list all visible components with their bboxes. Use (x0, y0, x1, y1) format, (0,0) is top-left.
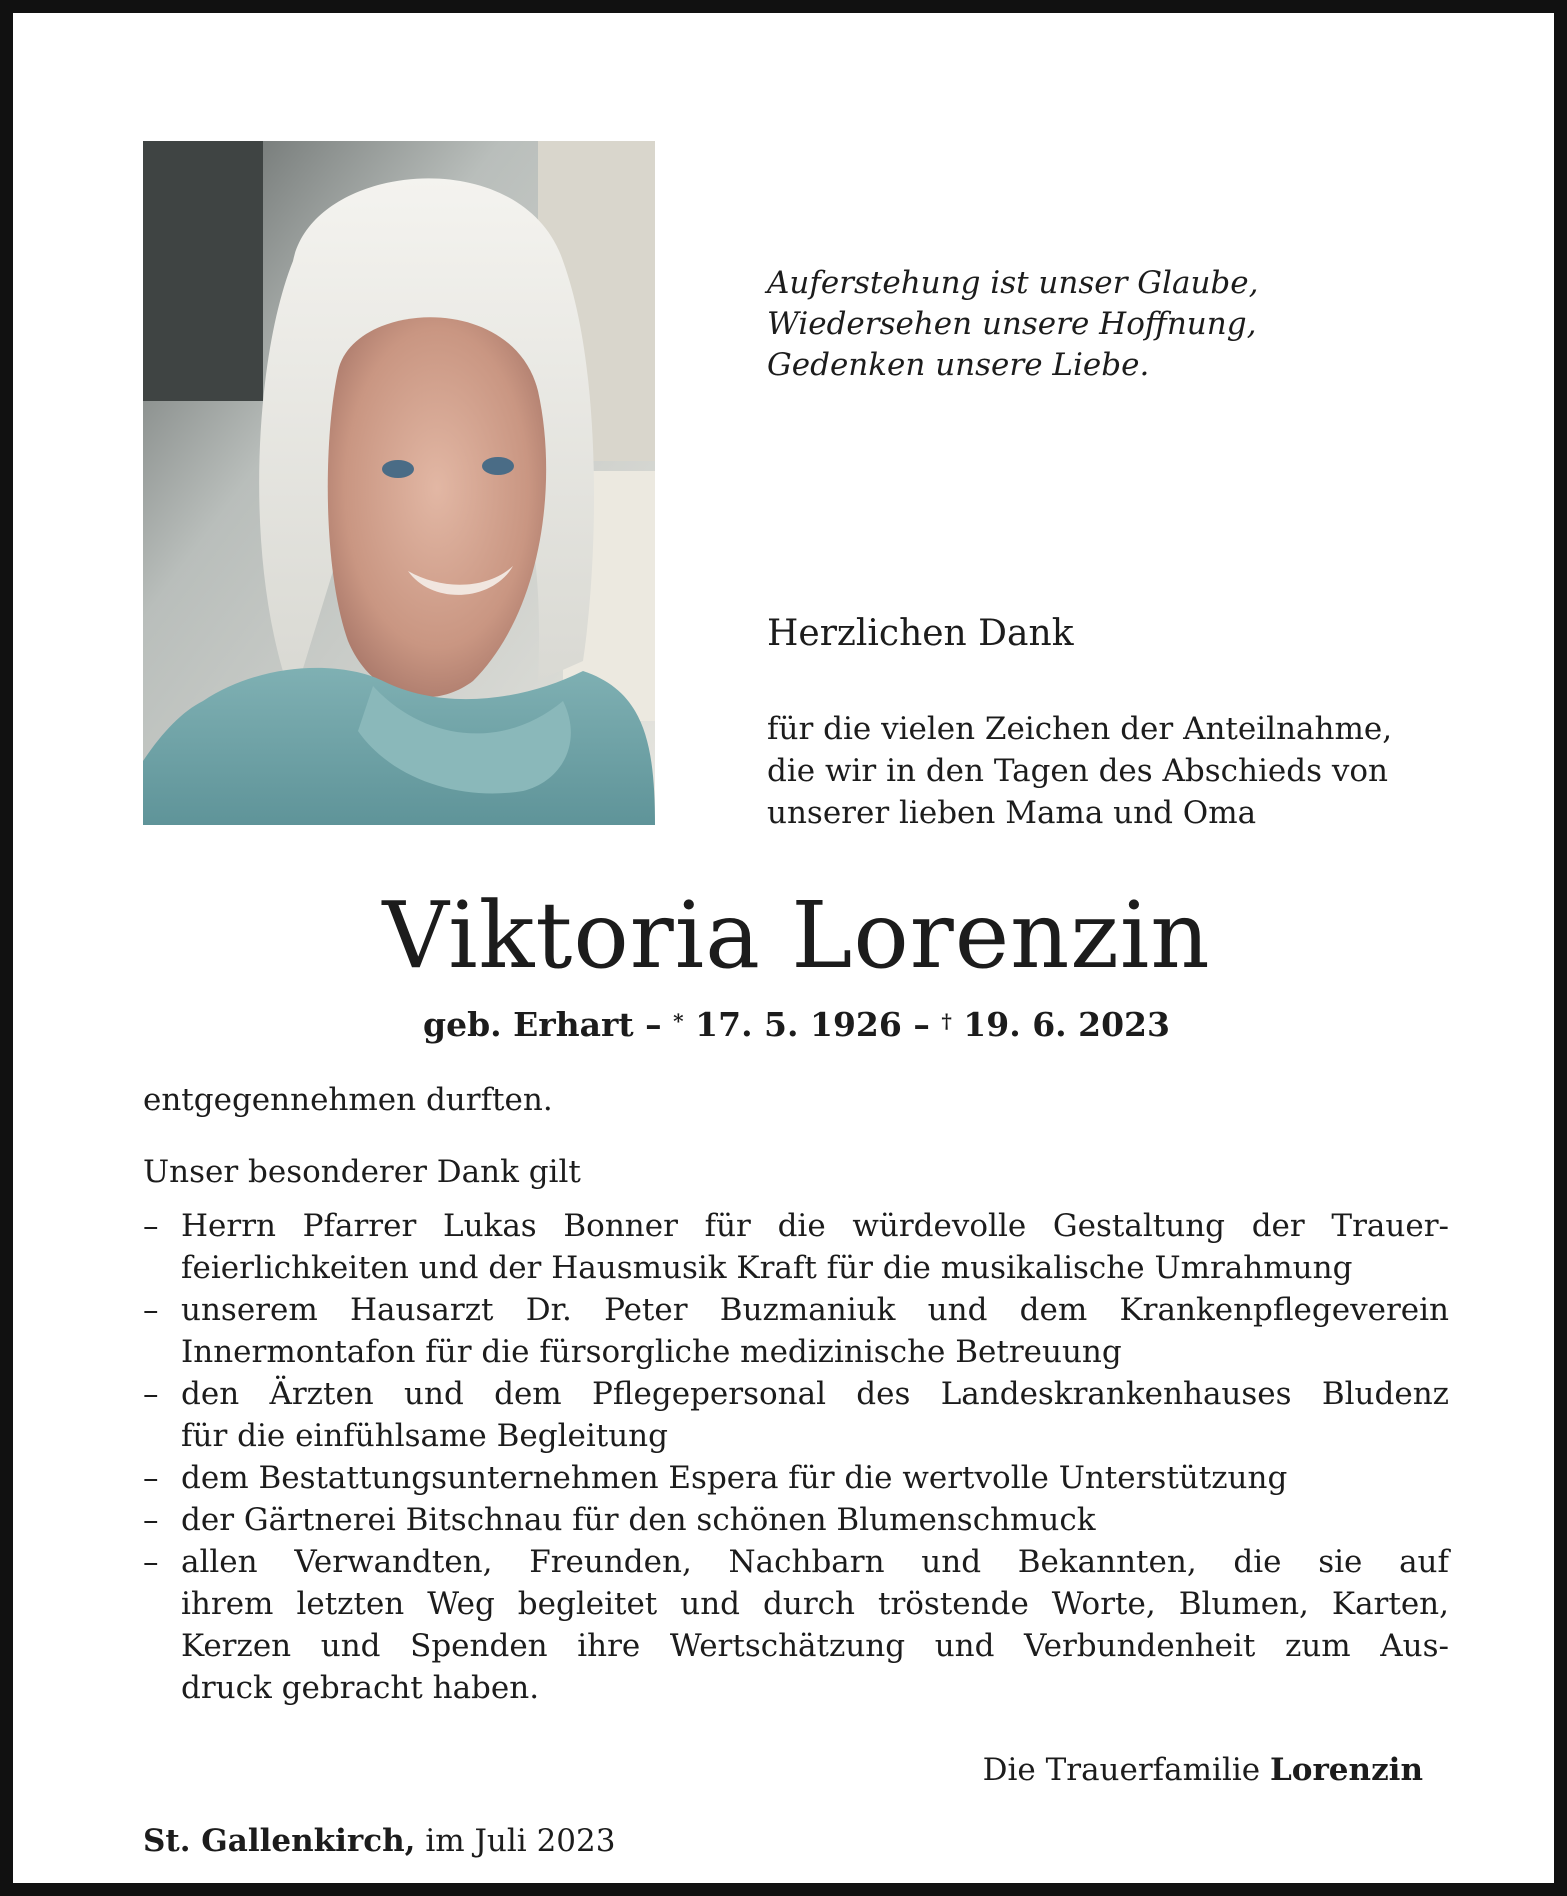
list-item-line: druck gebracht haben. (181, 1670, 540, 1706)
signature-prefix: Die Trauerfamilie (982, 1752, 1261, 1788)
portrait-photo (143, 141, 655, 825)
list-bullet: – (143, 1292, 159, 1328)
list-item (143, 1541, 1449, 1709)
list-item-line: ihrem letzten Weg begleitet und durch tröstende Worte, Blumen, Karten, (181, 1586, 1449, 1622)
motto-line: Wiedersehen unsere Hoffnung, (767, 306, 1257, 342)
list-item-line: Innermontafon für die fürsorgliche medizinische Betreuung (181, 1334, 1122, 1370)
birth-name: geb. Erhart (423, 1005, 634, 1044)
death-symbol: † (941, 1009, 952, 1033)
thanks-intro (767, 708, 1467, 834)
list-item-line: Herrn Pfarrer Lukas Bonner für die würdevolle Gestaltung der Trauer- (181, 1208, 1449, 1244)
list-bullet: – (143, 1544, 159, 1580)
death-date: 19. 6. 2023 (963, 1005, 1170, 1044)
thanks-heading: Herzlichen Dank (767, 613, 1074, 654)
list-item-line: Kerzen und Spenden ihre Wertschätzung und Verbundenheit zum Aus- (181, 1628, 1449, 1664)
list-bullet: – (143, 1208, 159, 1244)
list-bullet: – (143, 1460, 159, 1496)
list-bullet: – (143, 1502, 159, 1538)
list-item-line: für die einfühlsame Begleitung (181, 1418, 668, 1454)
signature (983, 1752, 1423, 1788)
list-item-line: den Ärzten und dem Pflegepersonal des Landeskrankenhauses Bludenz (181, 1376, 1449, 1412)
motto-quote (767, 263, 1487, 386)
birth-date: 17. 5. 1926 (695, 1005, 902, 1044)
list-item-line: allen Verwandten, Freunden, Nachbarn und Bekannten, die sie auf (181, 1544, 1449, 1580)
acknowledgements-list (143, 1205, 1449, 1709)
list-item (143, 1457, 1449, 1499)
thanks-continuation: entgegennehmen durften. (143, 1082, 553, 1118)
list-item-line: feierlichkeiten und der Hausmusik Kraft für die musikalische Umrahmung (181, 1250, 1353, 1286)
list-item (143, 1373, 1449, 1457)
life-dates (13, 1003, 1567, 1047)
publication-date: im Juli 2023 (425, 1823, 616, 1859)
intro-line: für die vielen Zeichen der Anteilnahme, (767, 711, 1393, 747)
list-item-line: dem Bestattungsunternehmen Espera für die wertvolle Unterstützung (181, 1460, 1288, 1496)
deceased-name: Viktoria Lorenzin (382, 882, 1211, 989)
motto-line: Gedenken unsere Liebe. (767, 347, 1150, 383)
intro-line: unserer lieben Mama und Oma (767, 795, 1257, 831)
portrait-image (143, 141, 655, 825)
list-item-line: unserem Hausarzt Dr. Peter Buzmaniuk und dem Krankenpflegeverein (181, 1292, 1449, 1328)
birth-symbol: * (673, 1009, 684, 1033)
place-and-date (143, 1823, 615, 1859)
separator: – (645, 1005, 662, 1044)
list-item (143, 1205, 1449, 1289)
list-item (143, 1499, 1449, 1541)
intro-line: die wir in den Tagen des Abschieds von (767, 753, 1389, 789)
separator: – (913, 1005, 930, 1044)
acknowledgements-intro: Unser besonderer Dank gilt (143, 1154, 581, 1190)
list-item-line: der Gärtnerei Bitschnau für den schönen Blumenschmuck (181, 1502, 1096, 1538)
signature-family: Lorenzin (1270, 1752, 1423, 1788)
place-name: St. Gallenkirch, (143, 1823, 416, 1859)
motto-line: Auferstehung ist unser Glaube, (767, 265, 1259, 301)
list-bullet: – (143, 1376, 159, 1412)
list-item (143, 1289, 1449, 1373)
